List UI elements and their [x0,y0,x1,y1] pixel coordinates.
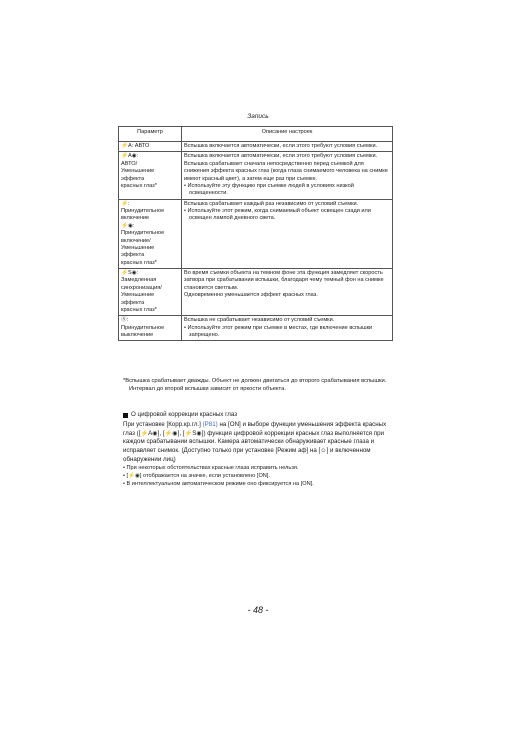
parameter-cell [119,152,182,199]
column-header-description: Описание настроек [182,127,393,142]
parameter-line: эффекта [121,252,145,259]
table-row [119,316,393,341]
description-cell [182,316,393,341]
description-line: Во время съемки объекта на темном фоне эта функция замедляет скорость затвора при срабатывании вспышки, благодаря чему темный фон на снимке становится светлым. [184,270,384,291]
description-line: Вспышка срабатывает каждый раз независимо от условий съемки. [184,200,359,207]
parameter-line: Уменьшение [121,244,155,251]
description-line: Вспышка срабатывает сначала непосредственно перед съемкой для снижения эффекта красных глаз (когда глаза снимаемого человека на снимке имеют красный цвет), а затем еще раз при съемке. [184,160,388,182]
section-title-row [123,411,398,420]
parameter-line: Принудительное [121,230,165,237]
parameter-line: эффекта [121,175,145,182]
parameter-line: ⚡◉: [121,222,135,229]
parameter-line: синхронизация/ [121,284,162,291]
parameter-line: выключение [121,332,154,338]
table-body [119,142,393,341]
parameter-line: Принудительное [121,324,165,331]
column-header-parameter: Параметр [119,127,182,142]
page-reference-link[interactable]: (P81) [202,420,218,428]
parameter-line: ⚡S◉: [121,270,139,276]
description-cell [182,142,393,152]
page-number: - 48 - [247,605,269,615]
description-line: Вспышка не срабатывает независимо от условий съемки. [184,317,335,324]
square-bullet-icon [123,413,128,418]
paragraph-part-1: При установке [Корр.кр.гл.] [123,420,203,428]
parameter-line: включение [121,215,150,222]
table-row [119,199,393,268]
parameter-line: красных глаз* [121,182,157,189]
description-cell [182,152,393,199]
parameter-line: ⚡: [121,200,130,207]
description-bullet: • Используйте этот режим при съемке в местах, где включение вспышки запрещено. [184,324,373,338]
parameter-cell [119,142,182,152]
parameter-line: АВТО/ [121,160,138,167]
note-item: • [⚡◉] отображается на значке, если установлено [ON]. [123,472,270,479]
note-item: • В интеллектуальном автоматическом режиме оно фиксируется на [ON]. [123,480,314,487]
description-cell [182,199,393,268]
description-bullet: • Используйте эту функцию при съемке людей в условиях низкой освещенности. [184,182,354,197]
description-line: Вспышка включается автоматически, если этого требуют условия съемки. [184,153,378,160]
description-line: Одновременно уменьшается эффект красных глаз. [184,292,318,299]
flash-settings-table [118,126,393,341]
notes-list [123,465,398,489]
parameter-line: Принудительное [121,208,165,214]
section-title: О цифровой коррекции красных глаз [131,411,238,418]
parameter-line: Уменьшение [121,292,155,299]
parameter-line: красных глаз* [121,306,157,313]
parameter-cell [119,316,182,341]
parameter-line: ⚡A: АВТО [121,143,150,149]
table-row [119,269,393,316]
table-row [119,142,393,152]
parameter-line: включение/ [121,237,151,244]
table-row [119,152,393,199]
red-eye-correction-section [123,411,398,489]
parameter-cell [119,199,182,268]
description-bullet: • Используйте этот режим, когда снимаемый объект освещен сзади или освещен лампой дневного света. [184,208,371,222]
description-cell [182,269,393,316]
parameter-line: Ⓢ: [121,317,129,324]
parameter-line: красных глаз* [121,259,157,266]
table-footnote [123,378,393,394]
parameter-line: Замедленная [121,277,157,284]
description-line: Вспышка включается автоматически, если этого требуют условия съемки. [184,143,378,149]
parameter-line: эффекта [121,299,145,306]
parameter-line: Уменьшение [121,168,155,175]
section-header: Запись [247,113,269,120]
note-item: • При некоторых обстоятельствах красные глаза исправить нельзя. [123,464,299,471]
table-header-row [119,127,393,142]
paragraph-part-2: на [ON] и выборе функции уменьшения эффекта красных глаз ([⚡A◉], [⚡◉], [⚡S◉]) функция цифровой коррекции красных глаз выполняется при каждом срабатывании вспышки. Камера автоматически обнаруживает красные глаза и исправляет снимок. (Доступно только при установке [Режим аф] на [☺] и включенном обнаружении лиц) [123,420,387,463]
footnote-text: *Вспышка срабатывает дважды. Объект не должен двигаться до второго срабатывания вспышки. Интервал до второй вспышки зависит от яркости объекта. [123,378,387,392]
parameter-cell [119,269,182,316]
section-paragraph [123,421,398,465]
parameter-line: ⚡A◉: [121,153,139,160]
